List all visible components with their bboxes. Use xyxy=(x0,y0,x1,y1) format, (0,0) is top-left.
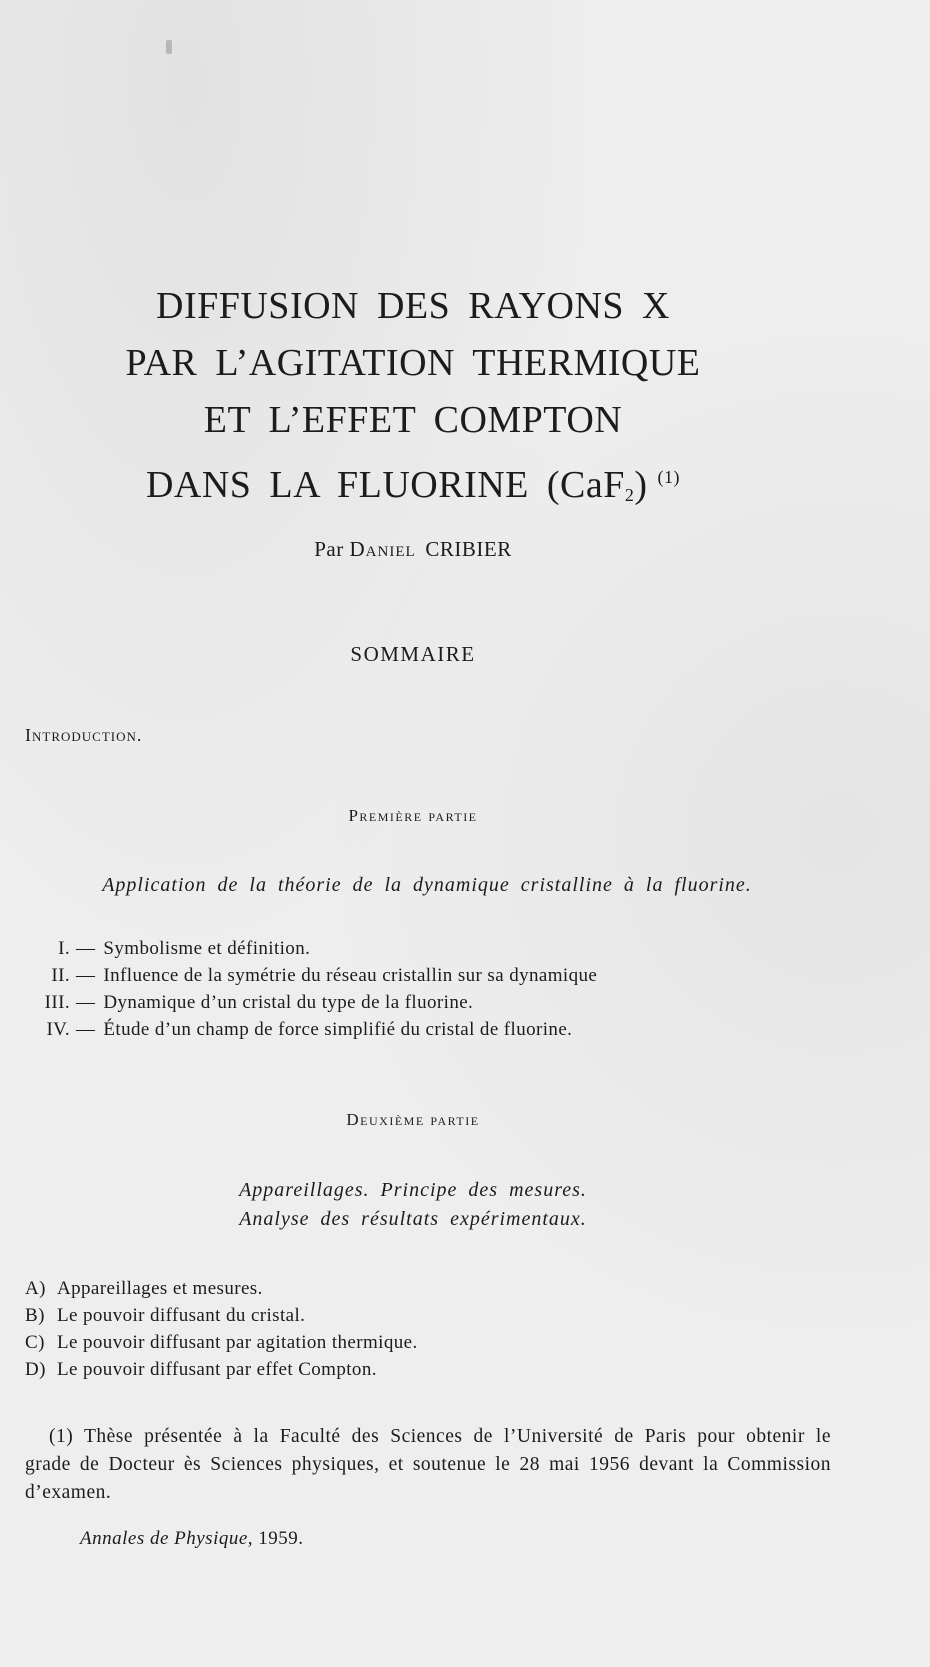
toc-item-text: Le pouvoir diffusant du cristal. xyxy=(57,1305,306,1326)
toc-item-letter: D) xyxy=(25,1359,46,1380)
toc-item xyxy=(25,989,597,1016)
part-2-subtitle-line-2: Analyse des résultats expérimentaux. xyxy=(239,1208,587,1230)
part-1-heading: Première partie xyxy=(348,806,478,825)
toc-item-letter: A) xyxy=(25,1278,46,1299)
toc-item xyxy=(25,1329,418,1356)
toc-item-text: Influence de la symétrie du réseau cristallin sur sa dynamique xyxy=(103,965,598,986)
author-first-name: Daniel xyxy=(349,537,416,561)
footnote-text: Thèse présentée à la Faculté des Sciences de l’Université de Paris pour obtenir le grade de Docteur ès Sciences physiques, et soutenue le 28 mai 1956 devant la Commission d’examen. xyxy=(25,1426,831,1503)
author-prefix: Par xyxy=(314,537,344,561)
toc-item xyxy=(25,1016,597,1043)
toc-item-number: I. xyxy=(58,938,70,959)
footnote-mark: (1) xyxy=(49,1426,74,1447)
part-2-heading: Deuxième partie xyxy=(346,1110,480,1129)
part-2-subtitle-line-1: Appareillages. Principe des mesures. xyxy=(239,1179,587,1201)
toc-dash: — xyxy=(76,992,96,1013)
ink-smudge xyxy=(166,40,172,54)
toc-item-text: Symbolisme et définition. xyxy=(103,938,311,959)
toc-item-letter: B) xyxy=(25,1305,45,1326)
footnote xyxy=(25,1423,831,1507)
toc-item-text: Dynamique d’un cristal du type de la fluorine. xyxy=(103,992,474,1013)
toc-item xyxy=(25,1302,418,1329)
toc-dash: — xyxy=(76,1019,96,1040)
sommaire-heading: SOMMAIRE xyxy=(350,642,476,666)
title-subscript: 2 xyxy=(624,485,635,505)
toc-item-number: IV. xyxy=(46,1019,70,1040)
toc-dash: — xyxy=(76,965,96,986)
toc-item xyxy=(25,1275,418,1302)
part-2-contents xyxy=(25,1275,418,1383)
part-1-subtitle: Application de la théorie de la dynamique cristalline à la fluorine. xyxy=(102,874,752,896)
toc-item xyxy=(25,1356,418,1383)
toc-item-text: Le pouvoir diffusant par effet Compton. xyxy=(57,1359,377,1380)
title-line-2: PAR L’AGITATION THERMIQUE xyxy=(125,342,701,384)
author-last-name: CRIBIER xyxy=(425,537,512,561)
journal-year: 1959. xyxy=(258,1528,304,1549)
part-1-contents xyxy=(25,935,597,1043)
title-line-4 xyxy=(0,449,826,524)
toc-item xyxy=(25,962,597,989)
toc-dash: — xyxy=(76,938,96,959)
toc-item-text: Appareillages et mesures. xyxy=(57,1278,263,1299)
title-line-1: DIFFUSION DES RAYONS X xyxy=(156,285,670,327)
title-line-3: ET L’EFFET COMPTON xyxy=(203,399,623,441)
introduction-entry: Introduction. xyxy=(25,725,143,745)
title-line-4-close: ) xyxy=(634,464,648,506)
toc-item-text: Étude d’un champ de force simplifié du cristal de fluorine. xyxy=(103,1019,573,1040)
part-2-subtitle xyxy=(0,1176,826,1234)
paper-title xyxy=(0,278,826,524)
journal-citation xyxy=(80,1528,304,1550)
author-line xyxy=(0,537,826,562)
title-line-4-text: DANS LA FLUORINE (CaF xyxy=(145,464,625,506)
toc-item xyxy=(25,935,597,962)
toc-item-number: II. xyxy=(51,965,70,986)
title-footnote-ref: (1) xyxy=(657,467,681,487)
journal-name: Annales de Physique, xyxy=(80,1528,254,1549)
toc-item-number: III. xyxy=(44,992,70,1013)
toc-item-letter: C) xyxy=(25,1332,45,1353)
toc-item-text: Le pouvoir diffusant par agitation thermique. xyxy=(57,1332,418,1353)
